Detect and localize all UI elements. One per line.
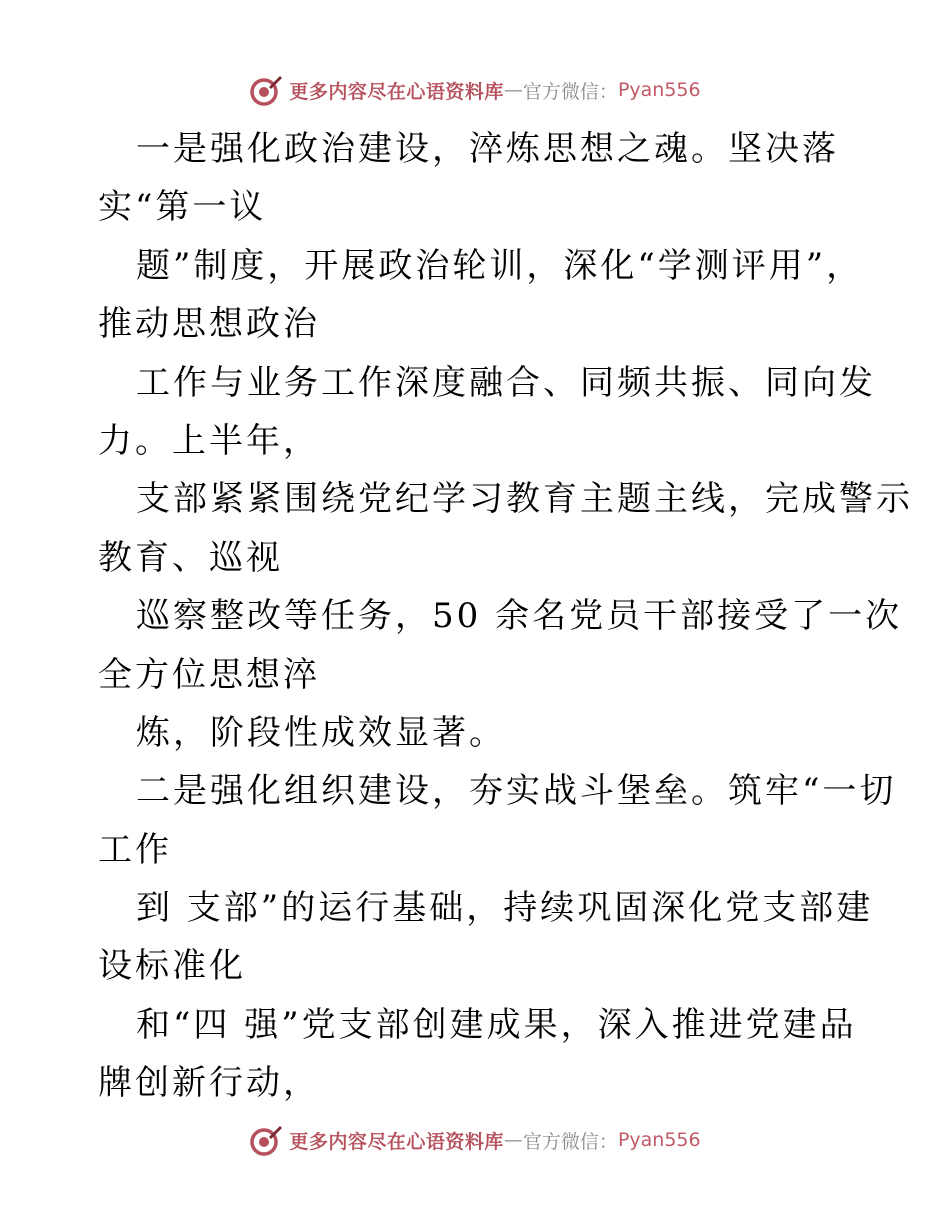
text-line-4: 推动思想政治	[98, 304, 320, 345]
watermark-main-text: 更多内容尽在心语资料库	[289, 1130, 504, 1153]
header-watermark	[0, 70, 950, 110]
text-line-16: 和“四 强”党支部创建成果，深入推进党建品	[136, 1004, 857, 1045]
text-line-8: 教育、巡视	[98, 537, 283, 578]
footer-watermark	[0, 1120, 950, 1160]
text-line-1: 一是强化政治建设，淬炼思想之魂。坚决落	[136, 129, 839, 169]
watermark-id: Pyan556	[617, 1129, 701, 1151]
text-line-17: 牌创新行动，	[98, 1063, 320, 1104]
text-line-11: 炼，阶段性成效显著。	[136, 712, 506, 753]
text-line-10: 全方位思想淬	[98, 654, 320, 695]
text-line-15: 设标准化	[98, 946, 246, 987]
watermark-separator: —	[503, 1129, 523, 1151]
brush-logo-icon	[249, 1123, 283, 1157]
text-line-13: 工作	[98, 829, 172, 870]
watermark-label: 官方微信：	[522, 80, 618, 103]
brush-logo-icon	[249, 73, 283, 107]
text-line-9: 巡察整改等任务，50 余名党员干部接受了一次	[136, 596, 903, 637]
text-line-6: 力。上半年，	[98, 420, 320, 461]
watermark-main-text: 更多内容尽在心语资料库	[289, 80, 504, 103]
text-line-12: 二是强化组织建设，夯实战斗堡垒。筑牢“一切	[136, 771, 897, 812]
text-line-14: 到 支部”的运行基础，持续巩固深化党支部建	[136, 888, 874, 929]
watermark-separator: —	[503, 79, 523, 101]
text-line-7: 支部紧紧围绕党纪学习教育主题主线，完成警示	[136, 479, 913, 520]
text-line-3: 题”制度，开展政治轮训，深化“学测评用”，	[136, 245, 864, 286]
text-line-5: 工作与业务工作深度融合、同频共振、同向发	[136, 362, 876, 403]
document-body	[98, 120, 913, 1113]
text-line-2: 实“第一议	[98, 187, 267, 228]
watermark-id: Pyan556	[617, 79, 701, 101]
watermark-label: 官方微信：	[522, 1130, 618, 1153]
